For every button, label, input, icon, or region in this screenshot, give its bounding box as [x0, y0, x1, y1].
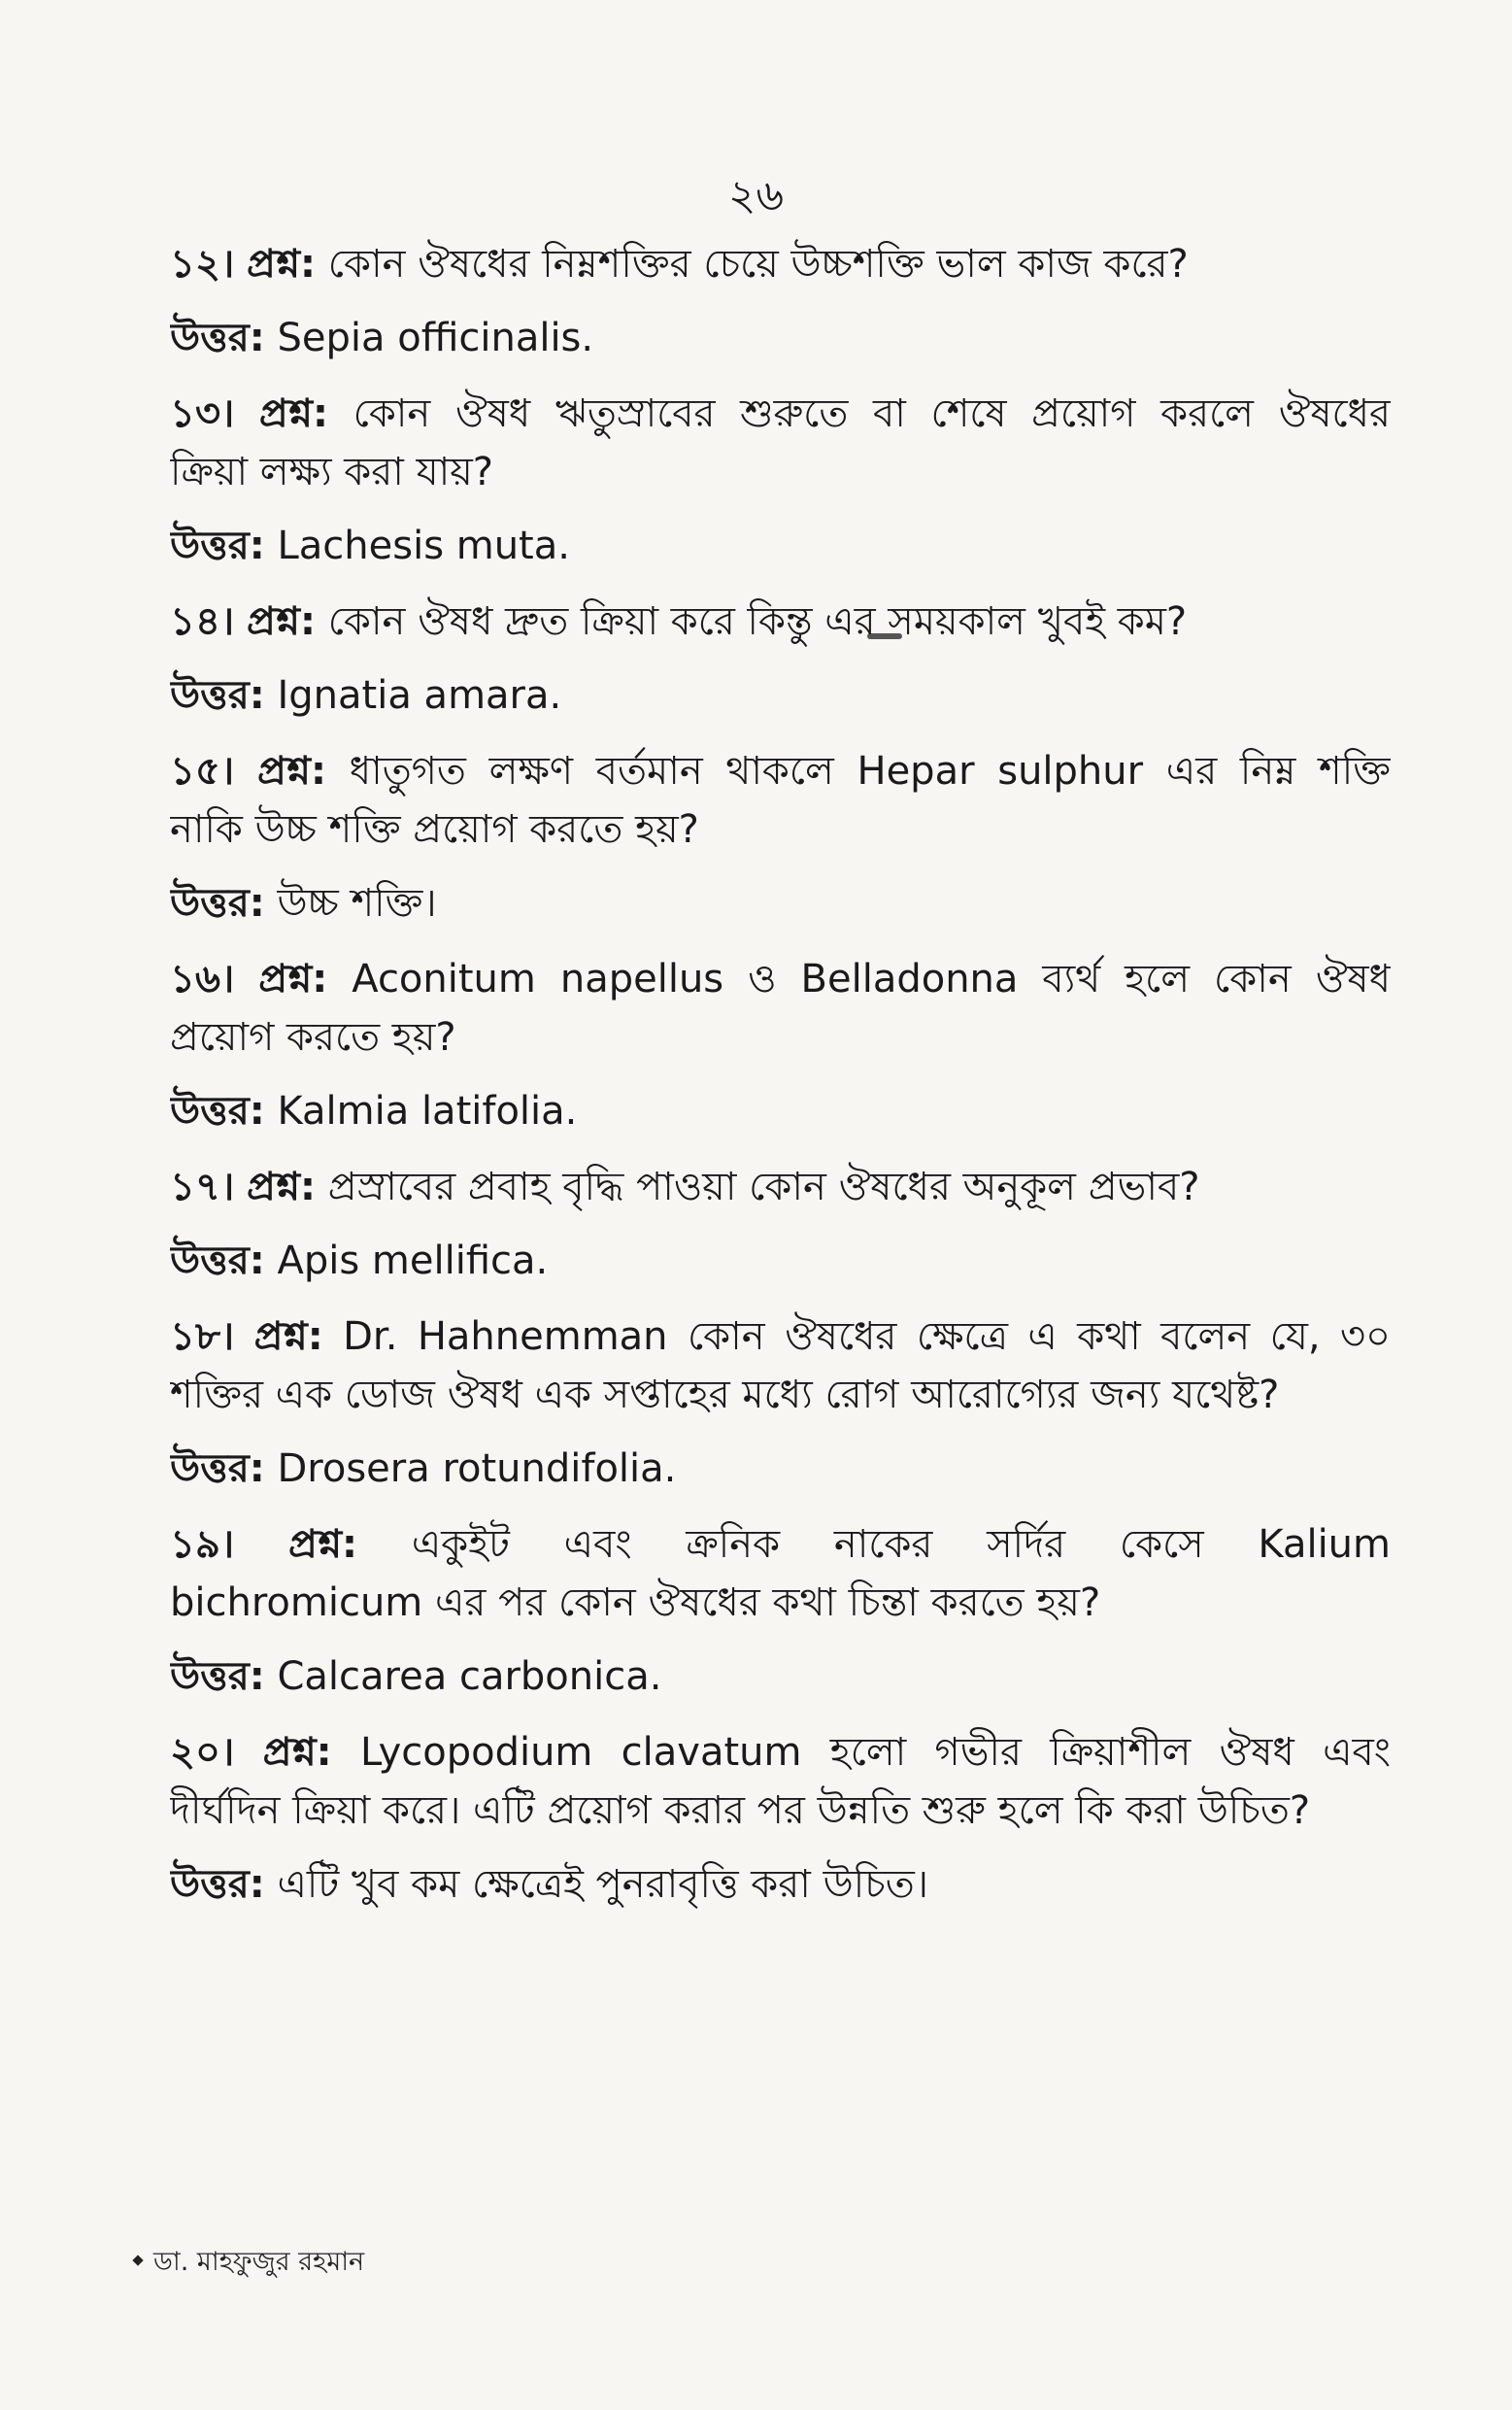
answer: [170, 874, 1391, 933]
question: [170, 385, 1391, 501]
question-text: একুইট এবং ক্রনিক নাকের সর্দির কেসে Kalium: [411, 1522, 1391, 1567]
question-line: [170, 1723, 1391, 1782]
qa-item: [170, 385, 1391, 575]
qa-item: [170, 742, 1391, 933]
footer-text: ডা. মাহফুজুর রহমান: [153, 2247, 365, 2277]
qa-item: [170, 235, 1391, 367]
answer-line: [170, 874, 1391, 933]
question-line: [170, 742, 1391, 800]
qa-item: [170, 1723, 1391, 1914]
question-line: [170, 385, 1391, 443]
question-label: প্রশ্ন:: [262, 1730, 332, 1775]
question-text: নাকি উচ্চ শক্তি প্রয়োগ করতে হয়?: [170, 807, 699, 852]
question-text: Dr. Hahnemman কোন ঔষধের ক্ষেত্রে এ কথা বলেন যে, ৩০: [343, 1314, 1391, 1359]
question-text: প্রয়োগ করতে হয়?: [170, 1015, 456, 1060]
question-label: প্রশ্ন:: [258, 391, 328, 436]
answer-line: [170, 309, 1391, 367]
question-text: ক্রিয়া লক্ষ্য করা যায়?: [170, 450, 494, 494]
answer-label: উত্তর:: [170, 1862, 265, 1907]
question-line: [170, 1307, 1391, 1366]
answer-label: উত্তর:: [170, 316, 265, 360]
question: [170, 1307, 1391, 1424]
page-number: ২৬: [727, 171, 785, 221]
answer-line: [170, 1232, 1391, 1290]
question-text: কোন ঔষধ দ্রুত ক্রিয়া করে কিন্তু এর সময়কাল খুবই কম?: [327, 599, 1188, 644]
question-text: Aconitum napellus ও Belladonna ব্যর্থ হলে কোন ঔষধ: [352, 957, 1391, 1001]
question: [170, 1515, 1391, 1632]
answer: [170, 1082, 1391, 1140]
answer-text: এটি খুব কম ক্ষেত্রেই পুনরাবৃত্তি করা উচিত।: [277, 1862, 929, 1907]
question-text: প্রস্রাবের প্রবাহ বৃদ্ধি পাওয়া কোন ঔষধের অনুকূল প্রভাব?: [327, 1165, 1200, 1209]
question-number: ১৬।: [170, 957, 235, 1001]
footer-author: [134, 2242, 364, 2286]
answer-line: [170, 666, 1391, 725]
question-line: [170, 443, 1391, 501]
question-number: ১৯।: [170, 1522, 235, 1567]
answer-label: উত্তর:: [170, 1446, 265, 1491]
answer: [170, 309, 1391, 367]
answer-text: Drosera rotundifolia.: [277, 1446, 677, 1491]
question-line: [170, 593, 1391, 651]
answer-text: Sepia officinalis.: [277, 316, 594, 360]
question-line: [170, 1574, 1391, 1632]
question-text: কোন ঔষধ ঋতুস্রাবের শুরুতে বা শেষে প্রয়োগ করলে ঔষধের: [353, 391, 1391, 436]
answer-line: [170, 1855, 1391, 1914]
qa-item: [170, 593, 1391, 725]
question-label: প্রশ্ন:: [253, 1314, 323, 1359]
qa-item: [170, 950, 1391, 1140]
diamond-bullet-icon: [132, 2255, 143, 2265]
answer-label: উত্তর:: [170, 1089, 265, 1134]
answer: [170, 517, 1391, 575]
question-line: [170, 800, 1391, 859]
question: [170, 235, 1391, 293]
question-text: ধাতুগত লক্ষণ বর্তমান থাকলে Hepar sulphur এর নিম্ন শক্তি: [349, 749, 1391, 794]
qa-item: [170, 1158, 1391, 1290]
question-line: [170, 235, 1391, 293]
question-number: ১৪।: [170, 599, 235, 644]
answer-line: [170, 1440, 1391, 1498]
question-line: [170, 1158, 1391, 1216]
question-line: [170, 1008, 1391, 1067]
question: [170, 1158, 1391, 1216]
question-number: ২০।: [170, 1730, 235, 1775]
question-number: ১২।: [170, 242, 235, 287]
answer-label: উত্তর:: [170, 673, 265, 718]
answer-label: উত্তর:: [170, 881, 265, 926]
answer: [170, 1855, 1391, 1914]
question-label: প্রশ্ন:: [288, 1522, 358, 1567]
question-text: দীর্ঘদিন ক্রিয়া করে। এটি প্রয়োগ করার পর উন্নতি শুরু হলে কি করা উচিত?: [170, 1788, 1311, 1833]
answer-line: [170, 517, 1391, 575]
answer-label: উত্তর:: [170, 1654, 265, 1699]
question-label: প্রশ্ন:: [247, 242, 317, 287]
answer: [170, 1647, 1391, 1706]
question: [170, 742, 1391, 859]
answer: [170, 1440, 1391, 1498]
question-text: শক্তির এক ডোজ ঔষধ এক সপ্তাহের মধ্যে রোগ আরোগ্যের জন্য যথেষ্ট?: [170, 1373, 1280, 1417]
question-line: [170, 950, 1391, 1008]
question-number: ১৭।: [170, 1165, 235, 1209]
question-line: [170, 1515, 1391, 1574]
question-label: প্রশ্ন:: [256, 749, 326, 794]
question-number: ১৫।: [170, 749, 235, 794]
question-number: ১৩।: [170, 391, 235, 436]
answer-text: Lachesis muta.: [277, 524, 570, 568]
answer-text: উচ্চ শক্তি।: [277, 881, 437, 926]
answer-text: Ignatia amara.: [277, 673, 562, 718]
question-line: [170, 1366, 1391, 1424]
answer: [170, 666, 1391, 725]
qa-item: [170, 1515, 1391, 1706]
answer-label: উত্তর:: [170, 524, 265, 568]
question: [170, 593, 1391, 651]
question-text: Lycopodium clavatum হলো গভীর ক্রিয়াশীল ঔষধ এবং: [359, 1730, 1391, 1775]
question-label: প্রশ্ন:: [247, 1165, 317, 1209]
question-line: [170, 1782, 1391, 1840]
answer: [170, 1232, 1391, 1290]
answer-line: [170, 1082, 1391, 1140]
question-text: bichromicum এর পর কোন ঔষধের কথা চিন্তা করতে হয়?: [170, 1580, 1101, 1625]
question-number: ১৮।: [170, 1314, 235, 1359]
answer-line: [170, 1647, 1391, 1706]
question: [170, 950, 1391, 1067]
answer-text: Kalmia latifolia.: [277, 1089, 578, 1134]
answer-text: Calcarea carbonica.: [277, 1654, 662, 1699]
question-text: কোন ঔষধের নিম্নশক্তির চেয়ে উচ্চশক্তি ভাল কাজ করে?: [327, 242, 1189, 287]
question-label: প্রশ্ন:: [258, 957, 328, 1001]
qa-item: [170, 1307, 1391, 1498]
answer-label: উত্তর:: [170, 1239, 265, 1283]
qa-list: [170, 235, 1391, 1931]
question-label: প্রশ্ন:: [246, 599, 316, 644]
question: [170, 1723, 1391, 1840]
answer-text: Apis mellifica.: [277, 1239, 549, 1283]
